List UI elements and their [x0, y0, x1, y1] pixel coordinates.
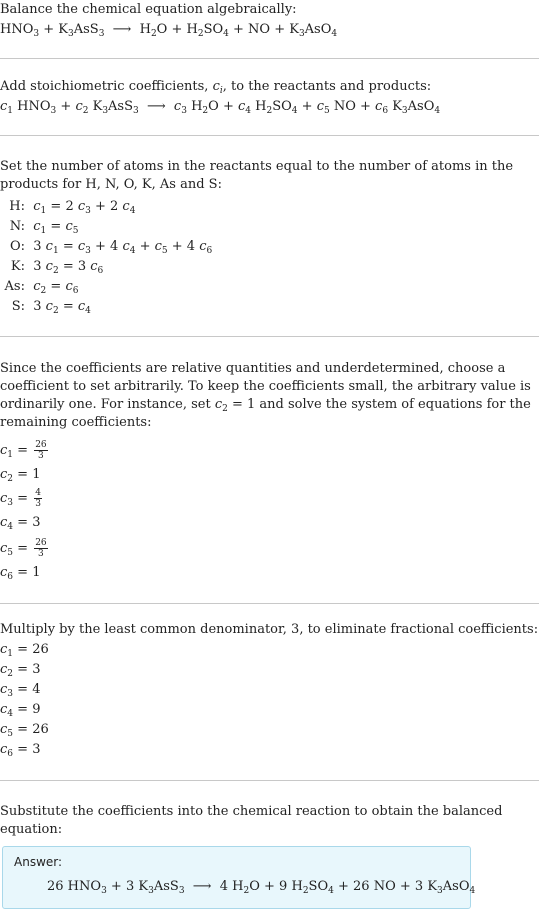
atom-equation-k: K: 3 $c_2 = 3$ $c_6$	[10, 259, 104, 276]
integer-c5: $c_5 = 26$	[0, 722, 49, 739]
divider	[0, 58, 539, 59]
solution-c2: $c_2 = 1$	[0, 467, 41, 484]
section6-heading: Substitute the coefficients into the chemical reaction to obtain the balanced equation:	[0, 804, 503, 837]
balanced-equation: 26 $HNO_3 + 3$ $K_3AsS_3$ ⟶ 4 $H_2O + 9$ $H_2SO_4 + 26$ NO + 3 $K_3AsO_4$	[47, 879, 476, 896]
section2-heading: Add stoichiometric coefficients, $c_i$, to the reactants and products:	[0, 79, 432, 96]
answer-label: Answer:	[14, 855, 63, 869]
atom-equation-as: As: $c_2 = c_6$	[4, 279, 79, 296]
section3-heading: Set the number of atoms in the reactants equal to the number of atoms in the products for H, N, O, K, As and S:	[0, 159, 514, 192]
section5-heading: Multiply by the least common denominator, 3, to eliminate fractional coefficients:	[0, 622, 539, 637]
unbalanced-equation: $HNO_3 + K_3AsS_3$ ⟶ $H_2O + H_2SO_4$ + NO + $K_3AsO_4$	[0, 22, 338, 39]
section4-heading: Since the coefficients are relative quantities and underdetermined, choose a coefficient to set arbitrarily. To keep the coefficients small, the arbitrary value is ordinarily one. For instance, set $c_2 = 1$ and solve the system of equations for the remaining coefficients:	[0, 361, 531, 430]
integer-c1: $c_1 = 26$	[0, 642, 49, 659]
solution-c4: $c_4 = 3$	[0, 515, 41, 532]
solution-c1: $c_1$ = $\frac{26}{3}$	[0, 440, 47, 461]
solution-c6: $c_6 = 1$	[0, 565, 41, 582]
divider	[0, 780, 539, 781]
divider	[0, 603, 539, 604]
divider	[0, 135, 539, 136]
integer-c4: $c_4 = 9$	[0, 702, 41, 719]
integer-c6: $c_6 = 3$	[0, 742, 41, 759]
section1-heading: Balance the chemical equation algebraically:	[0, 2, 297, 17]
solution-c5: $c_5$ = $\frac{26}{3}$	[0, 538, 47, 559]
atom-equation-s: S: 3 $c_2 = c_4$	[11, 299, 91, 316]
answer-box	[2, 846, 476, 909]
atom-equation-o: O: 3 $c_1 = c_3 + 4$ $c_4 + c_5 + 4$ $c_6$	[9, 239, 213, 256]
solution-c3: $c_3$ = $\frac{4}{3}$	[0, 488, 41, 509]
atom-equation-h: H: $c_1 = 2$ $c_3 + 2$ $c_4$	[9, 199, 136, 216]
atom-equation-n: N: $c_1 = c_5$	[9, 219, 79, 236]
integer-c3: $c_3 = 4$	[0, 682, 41, 699]
integer-c2: $c_2 = 3$	[0, 662, 41, 679]
coefficient-equation: $c_1$ $HNO_3 + c_2$ $K_3AsS_3$ ⟶ $c_3$ $H_2O + c_4$ $H_2SO_4 + c_5$ NO + $c_6$ $K_3AsO_4$	[0, 99, 441, 116]
divider	[0, 336, 539, 337]
